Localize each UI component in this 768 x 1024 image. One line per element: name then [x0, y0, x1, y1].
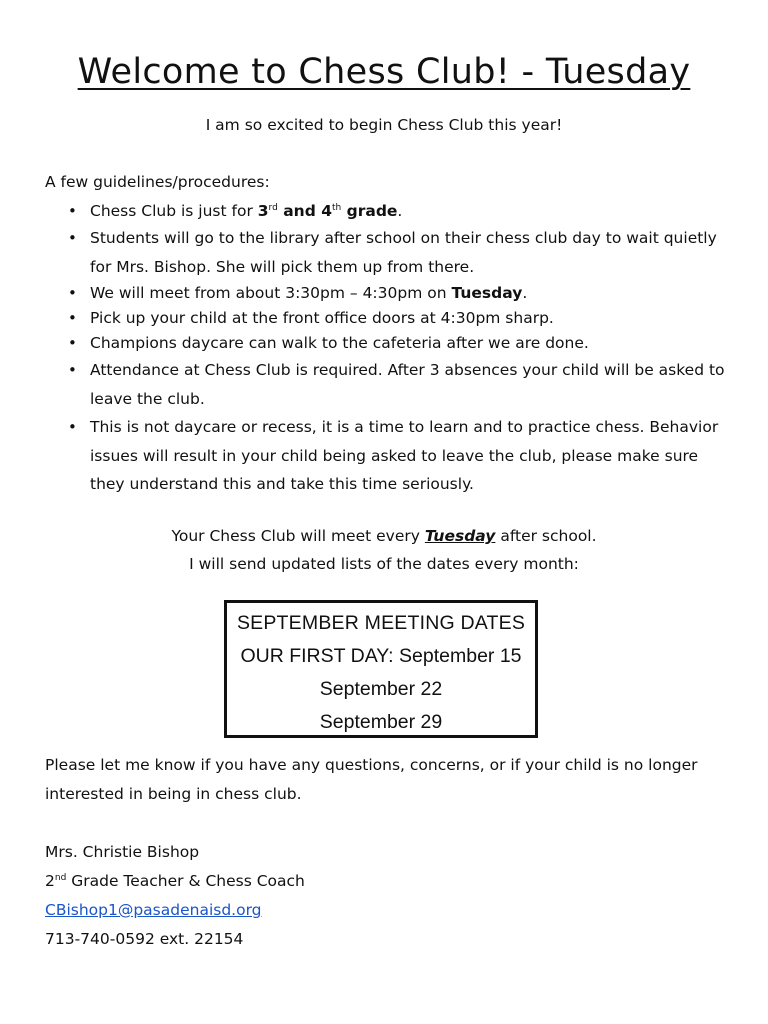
- bullet-icon: •: [68, 334, 77, 352]
- list-item: • Students will go to the library after school on their chess club day to wait quietly for Mrs. Bishop. She will pick them up from there.: [64, 224, 734, 281]
- closing-text: Please let me know if you have any questions, concerns, or if your child is no longer interested in being in chess club.: [45, 756, 698, 803]
- intro-text: I am so excited to begin Chess Club this year!: [205, 116, 563, 134]
- bullet-icon: •: [68, 229, 77, 247]
- bullet-icon: •: [68, 284, 77, 302]
- bullet-icon: •: [68, 202, 77, 220]
- meeting-line-2: I will send updated lists of the dates every month:: [189, 555, 579, 573]
- list-item: • Pick up your child at the front office doors at 4:30pm sharp.: [64, 306, 734, 331]
- signature-name: Mrs. Christie Bishop: [45, 843, 200, 861]
- list-item: • This is not daycare or recess, it is a time to learn and to practice chess. Behavior issues will result in your child being asked to leave the club, please make sure they understand this and take this time seriously.: [64, 413, 734, 499]
- list-item: • Attendance at Chess Club is required. After 3 absences your child will be asked to leave the club.: [64, 356, 734, 413]
- phone-number: 713-740-0592 ext. 22154: [45, 930, 244, 948]
- meeting-date: September 29: [319, 711, 443, 733]
- email-link[interactable]: CBishop1@pasadenaisd.org: [45, 901, 262, 919]
- meeting-dates-box: [224, 600, 538, 738]
- list-item: • Champions daycare can walk to the cafeteria after we are done.: [64, 331, 734, 356]
- bullet-icon: •: [68, 361, 77, 379]
- dates-heading: SEPTEMBER MEETING DATES: [236, 612, 526, 634]
- list-item: • We will meet from about 3:30pm – 4:30pm on Tuesday.: [64, 281, 734, 306]
- bullet-icon: •: [68, 418, 77, 436]
- page-title: Welcome to Chess Club! - Tuesday: [77, 52, 691, 92]
- signature-block: [45, 838, 305, 954]
- meeting-info: [0, 522, 768, 578]
- guidelines-list: [64, 199, 734, 499]
- meeting-date: September 22: [319, 678, 443, 700]
- guidelines-heading: A few guidelines/procedures:: [45, 173, 270, 191]
- list-item: • Chess Club is just for 3rd and 4th grade.: [64, 199, 734, 224]
- signature-role: 2nd Grade Teacher & Chess Coach: [45, 872, 305, 890]
- meeting-day: Tuesday: [424, 527, 496, 545]
- first-day: OUR FIRST DAY: September 15: [240, 645, 522, 667]
- bullet-icon: •: [68, 309, 77, 327]
- meeting-line-1: Your Chess Club will meet every Tuesday after school.: [171, 527, 597, 545]
